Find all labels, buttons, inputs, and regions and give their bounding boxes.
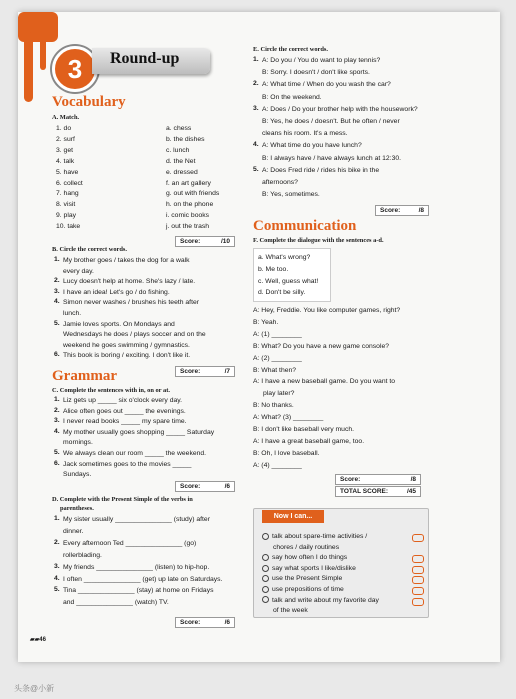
item-number: 2. (54, 538, 60, 546)
dialogue-line: B: No thanks. (253, 402, 294, 410)
item-number: 1. (54, 256, 60, 263)
item-text: B: Yes, he does / doesn't. But he often / never (262, 118, 400, 125)
item-text: B: Sorry. I doesn't / don't like sports. (262, 69, 370, 77)
match-left-item: 8. visit (56, 201, 76, 209)
item-number: 1. (54, 396, 60, 403)
now-i-can-item: talk about spare-time activities / (262, 532, 367, 541)
item-text: Liz gets up _____ six o'clock every day. (63, 397, 183, 404)
item-text: and _______________ (watch) TV. (63, 599, 169, 607)
section-heading-grammar: Grammar (52, 368, 117, 384)
score-box-f: Score: /8 (335, 474, 421, 485)
exercise-c-title: C. Complete the sentences with in, on or at. (52, 387, 170, 394)
match-right-item: j. out the trash (166, 223, 210, 231)
paint-splash-decoration (18, 12, 58, 107)
item-text: weekend he goes swimming / gymnastics. (63, 341, 190, 349)
match-left-item: 3. get (56, 146, 74, 154)
match-right-item: d. the Net (166, 157, 196, 165)
item-text: rollerblading. (63, 551, 102, 559)
item-text: Every afternoon Ted _______________ (go) (63, 539, 197, 547)
match-left-item: 1. do (56, 125, 72, 132)
page-title-banner (92, 48, 210, 74)
item-number: 5. (54, 449, 60, 456)
bullet-icon (262, 575, 269, 582)
now-i-can-tab: Now I can... (262, 510, 324, 523)
item-text: Simon never washes / brushes his teeth after (63, 299, 200, 307)
bullet-icon (262, 554, 269, 561)
item-number: 5. (54, 586, 60, 594)
dialogue-line: A: (4) ________ (253, 461, 302, 469)
page-title: Round-up (110, 50, 180, 67)
item-text: My sister usually _______________ (study) after (63, 516, 210, 523)
match-left-item: 5. have (56, 168, 79, 176)
dialogue-line: B: What? Do you have a new game console? (253, 342, 390, 350)
self-check-oval[interactable] (412, 555, 424, 563)
now-i-can-item: say how often I do things (262, 553, 347, 562)
total-score-box: TOTAL SCORE: /45 (335, 486, 421, 497)
item-number: 5. (253, 165, 259, 173)
match-right-item: g. out with friends (166, 190, 220, 198)
self-check-oval[interactable] (412, 598, 424, 606)
bullet-icon (262, 586, 269, 593)
item-text: mornings. (63, 439, 93, 447)
match-left-item: 6. collect (56, 179, 83, 187)
match-left-item: 10. take (56, 223, 81, 231)
item-number: 3. (54, 417, 60, 425)
item-text: A: What time do you have lunch? (262, 142, 362, 150)
dialogue-line: B: Yeah. (253, 318, 279, 326)
item-text: cleans his room. It's a mess. (262, 130, 348, 138)
self-check-oval[interactable] (412, 587, 424, 595)
score-box-c: Score: /6 (175, 481, 235, 492)
page-number: ▰▰46 (30, 637, 46, 643)
item-text: I often _______________ (get) up late on Saturdays. (63, 575, 223, 583)
score-box-e: Score: /8 (375, 205, 429, 216)
dialogue-line: A: (1) ________ (253, 330, 302, 338)
dialogue-line: B: I don't like baseball very much. (253, 426, 355, 433)
watermark: 头条@小新 (14, 684, 55, 693)
self-check-oval[interactable] (412, 576, 424, 584)
item-number: 4. (54, 427, 60, 435)
item-number: 2. (54, 406, 60, 414)
item-number: 4. (253, 141, 259, 149)
now-i-can-item: use prepositions of time (262, 585, 344, 594)
item-number: 3. (253, 104, 259, 112)
now-i-can-item: use the Present Simple (262, 574, 342, 583)
item-text: Jack sometimes goes to the movies _____ (63, 460, 192, 468)
section-heading-vocabulary: Vocabulary (52, 94, 126, 110)
bullet-icon (262, 533, 269, 540)
score-box-b: Score: /7 (175, 366, 235, 377)
dialogue-line: A: What? (3) ________ (253, 414, 324, 422)
item-text: afternoons? (262, 179, 298, 186)
match-left-item: 7. hang (56, 190, 79, 198)
exercise-e-title: E. Circle the correct words. (253, 46, 329, 53)
self-check-oval[interactable] (412, 534, 424, 542)
item-number: 4. (54, 298, 60, 306)
now-i-can-item: say what sports I like/dislike (262, 564, 356, 573)
match-left-item: 9. play (56, 212, 77, 220)
match-right-item: c. lunch (166, 146, 190, 154)
item-text: every day. (63, 267, 94, 275)
score-box-a: Score: /10 (175, 236, 235, 247)
item-text: lunch. (63, 310, 82, 317)
match-left-item: 4. talk (56, 157, 75, 165)
item-text: A: Does / Do your brother help with the housework? (262, 105, 418, 113)
item-text: A: Does Fred ride / rides his bike in the (262, 166, 380, 174)
item-text: B: On the weekend. (262, 93, 322, 101)
item-text: Lucy doesn't help at home. She's lazy / late. (63, 278, 196, 286)
exercise-d-title-cont: parentheses. (60, 505, 94, 512)
match-right-item: e. dressed (166, 168, 198, 176)
item-number: 6. (54, 459, 60, 467)
self-check-oval[interactable] (412, 566, 424, 574)
section-heading-communication: Communication (253, 218, 357, 234)
score-box-d: Score: /6 (175, 617, 235, 628)
item-text: Alice often goes out _____ the evenings. (63, 407, 186, 415)
item-number: 1. (253, 56, 259, 63)
item-text: Jamie loves sports. On Mondays and (63, 320, 175, 328)
item-text: My mother usually goes shopping _____ Saturday (63, 428, 215, 436)
item-number: 1. (54, 515, 60, 522)
item-text: B: I always have / have always lunch at 12:30. (262, 154, 402, 162)
match-right-item: i. comic books (166, 212, 210, 220)
item-text: I have an idea! Let's go / do fishing. (63, 288, 170, 296)
dialogue-line: A: I have a new baseball game. Do you want to (253, 378, 396, 386)
dialogue-line: A: I have a great baseball game, too. (253, 437, 365, 445)
bullet-icon (262, 565, 269, 572)
item-text: dinner. (63, 527, 84, 535)
item-number: 5. (54, 319, 60, 327)
now-i-can-item: chores / daily routines (273, 543, 340, 551)
exercise-f-title: F. Complete the dialogue with the sentences a-d. (253, 237, 384, 244)
item-number: 2. (253, 80, 259, 88)
item-text: We always clean our room _____ the weekend. (63, 450, 207, 457)
match-right-item: h. on the phone (166, 201, 214, 209)
dialogue-line: B: What then? (253, 366, 297, 374)
bullet-icon (262, 596, 269, 603)
item-text: This book is boring / exciting. I don't like it. (63, 352, 191, 360)
item-number: 4. (54, 574, 60, 582)
item-text: My brother goes / takes the dog for a walk (63, 257, 190, 264)
item-text: Tina _______________ (stay) at home on Fridays (63, 587, 214, 595)
item-text: Sundays. (63, 471, 92, 479)
dialogue-option: b. Me too. (258, 265, 289, 273)
item-number: 3. (54, 287, 60, 295)
match-right-item: b. the dishes (166, 135, 205, 143)
item-text: A: Do you / You do want to play tennis? (262, 57, 381, 64)
match-right-item: f. an art gallery (166, 179, 211, 187)
item-text: Wednesdays he does / plays soccer and on the (63, 331, 206, 339)
dialogue-option: a. What's wrong? (258, 254, 311, 261)
exercise-d-title: D. Complete with the Present Simple of the verbs in (52, 496, 193, 503)
dialogue-line: play later? (263, 390, 295, 398)
match-left-item: 2. surf (56, 135, 75, 143)
item-number: 2. (54, 277, 60, 285)
unit-number-badge: 3 (52, 46, 98, 92)
item-text: My friends _______________ (listen) to hip-hop. (63, 563, 210, 571)
dialogue-option: c. Well, guess what! (258, 277, 319, 285)
match-right-item: a. chess (166, 125, 192, 132)
item-text: I never read books _____ my spare time. (63, 418, 187, 426)
exercise-a-title: A. Match. (52, 114, 80, 121)
item-text: A: What time / When do you wash the car? (262, 81, 391, 89)
item-number: 3. (54, 562, 60, 570)
exercise-b-title: B. Circle the correct words. (52, 246, 128, 253)
dialogue-option: d. Don't be silly. (258, 289, 306, 297)
now-i-can-item: talk and write about my favorite day (262, 596, 379, 605)
dialogue-line: A: Hey, Freddie. You like computer games, right? (253, 307, 401, 314)
dialogue-line: B: Oh, I love baseball. (253, 449, 320, 457)
now-i-can-item: of the week (273, 607, 308, 615)
dialogue-line: A: (2) ________ (253, 354, 302, 362)
item-number: 6. (54, 351, 60, 359)
item-text: B: Yes, sometimes. (262, 191, 320, 199)
